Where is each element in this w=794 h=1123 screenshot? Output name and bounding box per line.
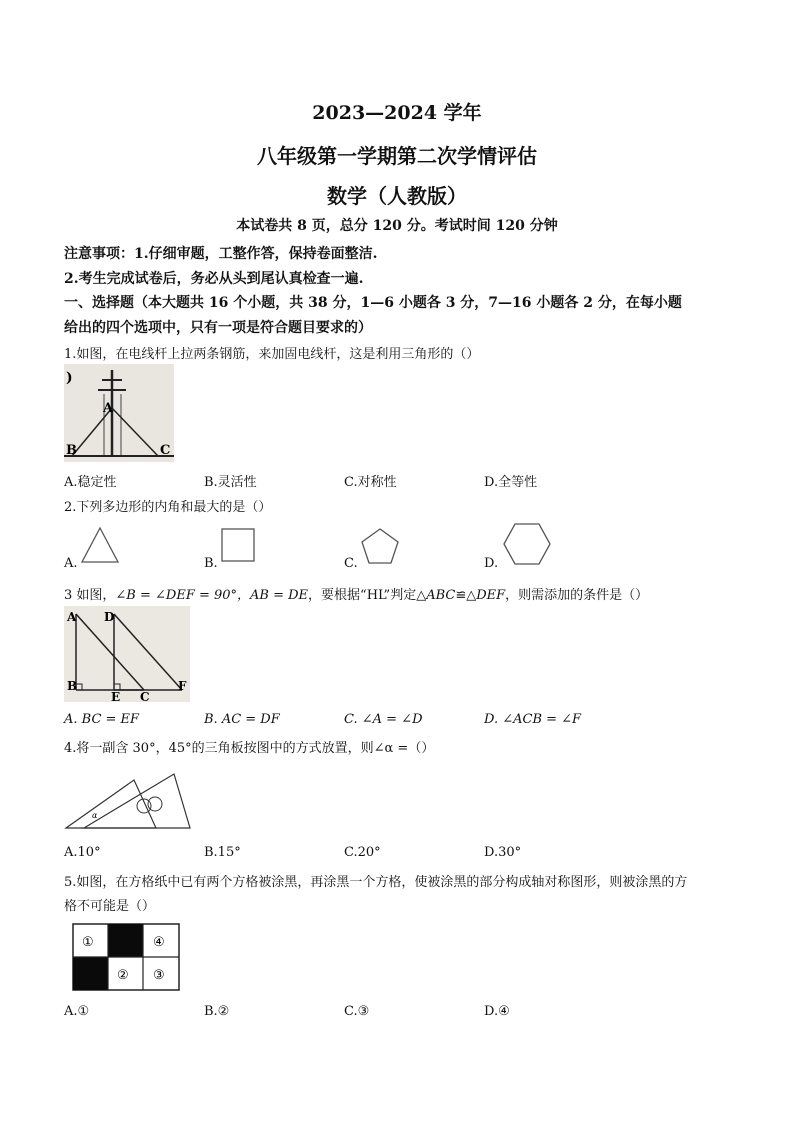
q3-option-c[interactable]: C. ∠A = ∠D — [344, 712, 423, 727]
q4-label-alpha: α — [92, 811, 98, 820]
q3-label-e: E — [111, 690, 121, 704]
q1-option-a[interactable]: A.稳定性 — [64, 475, 117, 490]
q5-cell-label-4: ④ — [153, 935, 165, 950]
q4-figure-set-squares — [64, 772, 194, 830]
q3-figure-triangles — [64, 606, 190, 702]
notes-line-1: 注意事项：1.仔细审题，工整作答，保持卷面整洁. — [64, 246, 378, 262]
q2-hexagon-shape — [502, 522, 552, 566]
q1-figure-power-pole — [64, 364, 174, 462]
q4-option-c[interactable]: C.20° — [344, 845, 381, 860]
q5-cell-label-1: ① — [82, 935, 94, 950]
q3-label-f: F — [178, 679, 187, 693]
q5-option-d[interactable]: D.④ — [484, 1004, 510, 1019]
q2-option-a[interactable]: A. — [64, 556, 78, 571]
q2-square-shape — [220, 527, 256, 563]
section-heading-line-1: 一、选择题（本大题共 16 个小题，共 38 分，1—6 小题各 3 分，7—16 小题各 2 分，在每小题 — [64, 295, 682, 311]
exam-name: 八年级第一学期第二次学情评估 — [257, 144, 537, 168]
q5-stem-line-1: 5.如图，在方格纸中已有两个方格被涂黑，再涂黑一个方格，使被涂黑的部分构成轴对称图形，则被涂黑的方 — [64, 875, 688, 890]
q3-option-a[interactable]: A. BC = EF — [64, 712, 140, 727]
q3-stem-math-def: DEF — [476, 588, 506, 603]
q2-option-b[interactable]: B. — [204, 556, 218, 571]
q3-stem-middle: ，要根据“HL”判定△ — [308, 588, 427, 603]
q5-option-c[interactable]: C.③ — [344, 1004, 370, 1019]
q5-cell-label-3: ③ — [153, 968, 165, 983]
q4-stem: 4.将一副含 30°，45°的三角板按图中的方式放置，则∠α =（） — [64, 741, 435, 756]
q3-label-b: B — [67, 679, 78, 693]
q1-option-b[interactable]: B.灵活性 — [204, 475, 257, 490]
exam-info: 本试卷共 8 页，总分 120 分。考试时间 120 分钟 — [236, 218, 558, 234]
q2-triangle-shape — [80, 526, 120, 566]
exam-year: 2023—2024 学年 — [312, 102, 482, 124]
q1-label-b: B — [66, 443, 77, 458]
q1-option-d[interactable]: D.全等性 — [484, 475, 538, 490]
q5-figure-grid — [72, 923, 180, 991]
q5-cell-label-2: ② — [117, 968, 129, 983]
q4-option-b[interactable]: B.15° — [204, 845, 241, 860]
q2-option-c[interactable]: C. — [344, 556, 358, 571]
q4-option-a[interactable]: A.10° — [64, 845, 101, 860]
q3-label-a: A — [67, 610, 77, 624]
q3-stem-math-abc: ABC — [426, 588, 456, 603]
q3-label-d: D — [104, 610, 115, 624]
exam-subject: 数学（人教版） — [327, 184, 467, 208]
q3-stem-congruent: ≌△ — [455, 588, 477, 603]
q3-option-d[interactable]: D. ∠ACB = ∠F — [484, 712, 582, 727]
q2-pentagon-shape — [360, 527, 400, 565]
q5-option-b[interactable]: B.② — [204, 1004, 230, 1019]
q5-option-a[interactable]: A.① — [64, 1004, 90, 1019]
q3-stem-suffix: ，则需添加的条件是（） — [505, 588, 649, 603]
q3-option-b[interactable]: B. AC = DF — [204, 712, 280, 727]
q3-stem-prefix: 3 如图， — [64, 588, 116, 603]
section-heading-line-2: 给出的四个选项中，只有一项是符合题目要求的） — [64, 320, 372, 336]
q3-stem — [64, 584, 648, 603]
q1-option-c[interactable]: C.对称性 — [344, 475, 397, 490]
notes-line-2: 2.考生完成试卷后，务必从头到尾认真检查一遍. — [64, 271, 364, 287]
q1-stem: 1.如图，在电线杆上拉两条钢筋，来加固电线杆，这是利用三角形的（） — [64, 347, 480, 362]
q4-option-d[interactable]: D.30° — [484, 845, 522, 860]
q1-label-c: C — [160, 443, 171, 458]
q1-label-a: A — [103, 401, 114, 416]
q2-option-d[interactable]: D. — [484, 556, 499, 571]
q2-stem: 2.下列多边形的内角和最大的是（） — [64, 500, 272, 515]
q5-stem-line-2: 格不可能是（） — [64, 899, 156, 914]
q3-stem-math: ∠B = ∠DEF = 90°，AB = DE — [115, 588, 309, 603]
q3-label-c: C — [140, 690, 150, 704]
svg-text:): ) — [66, 370, 73, 386]
